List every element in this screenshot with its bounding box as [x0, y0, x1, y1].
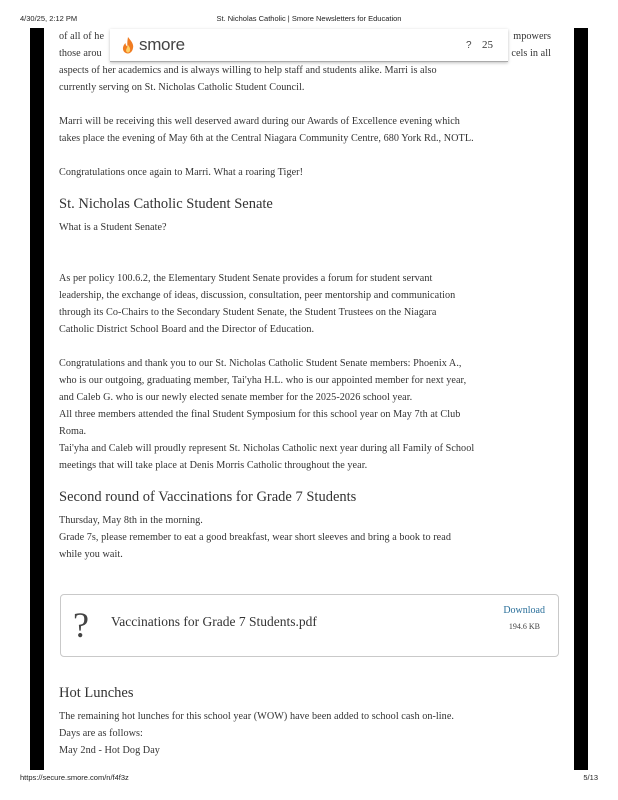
file-unknown-icon: ?: [73, 605, 89, 645]
para-award-line1: Marri will be receiving this well deserved award during our Awards of Excellence evening which: [59, 116, 460, 127]
senate-members-line3: and Caleb G. who is our newly elected senate member for the 2025-2026 school year.: [59, 392, 413, 403]
senate-members-line1: Congratulations and thank you to our St. Nicholas Catholic Student Senate members: Phoenix A.,: [59, 358, 462, 369]
lunch-line1: The remaining hot lunches for this school year (WOW) have been added to school cash on-line.: [59, 711, 454, 722]
lunch-line2: Days are as follows:: [59, 728, 143, 739]
para-marri-line4: currently serving on St. Nicholas Catholic Student Council.: [59, 82, 305, 93]
newsletter-content: [44, 28, 574, 770]
smore-logo[interactable]: [120, 35, 185, 55]
print-header: [20, 14, 598, 26]
reaction-count[interactable]: 25: [482, 39, 493, 51]
print-page-title: St. Nicholas Catholic | Smore Newsletters for Education: [216, 14, 402, 23]
print-footer: [20, 773, 598, 785]
attachment-card[interactable]: [60, 594, 559, 657]
print-url: https://secure.smore.com/n/f4f3z: [20, 773, 129, 782]
senate-policy-line4: Catholic District School Board and the Director of Education.: [59, 324, 315, 335]
vacc-line1: Thursday, May 8th in the morning.: [59, 515, 203, 526]
left-margin-bar: [30, 28, 44, 770]
heading-student-senate: St. Nicholas Catholic Student Senate: [59, 196, 273, 212]
senate-question: What is a Student Senate?: [59, 222, 167, 233]
heading-vaccinations: Second round of Vaccinations for Grade 7 Students: [59, 489, 357, 505]
para-marri-line2: those arou cels in all: [59, 48, 551, 59]
senate-members-line5: Roma.: [59, 426, 87, 437]
vacc-line2: Grade 7s, please remember to eat a good breakfast, wear short sleeves and bring a book to read: [59, 532, 451, 543]
print-date: 4/30/25, 2:12 PM: [20, 14, 78, 23]
vacc-line3: while you wait.: [59, 549, 123, 560]
senate-policy-line2: leadership, the exchange of ideas, discussion, consultation, peer mentorship and communication: [59, 290, 456, 301]
help-icon[interactable]: ?: [466, 40, 472, 51]
right-margin-bar: [574, 28, 588, 770]
para-marri-line3: aspects of her academics and is always willing to help staff and students alike. Marri is also: [59, 65, 437, 76]
smore-logo-text: smore: [139, 35, 185, 54]
heading-hot-lunches: Hot Lunches: [59, 685, 134, 701]
senate-policy-line1: As per policy 100.6.2, the Elementary Student Senate provides a forum for student servant: [59, 273, 433, 284]
smore-header-bar: [110, 29, 508, 62]
senate-members-line4: All three members attended the final Student Symposium for this school year on May 7th at Club: [59, 409, 461, 420]
attachment-size: 194.6 KB: [508, 622, 540, 631]
attachment-filename[interactable]: Vaccinations for Grade 7 Students.pdf: [111, 614, 317, 629]
para-award-line2: takes place the evening of May 6th at the Central Niagara Community Centre, 680 York Rd., NOTL.: [59, 133, 474, 144]
senate-members-line2: who is our outgoing, graduating member, Tai'yha H.L. who is our appointed member for next year,: [59, 375, 467, 386]
print-page-number: 5/13: [583, 773, 598, 782]
senate-policy-line3: through its Co-Chairs to the Secondary Student Senate, the Student Trustees on the Niagara: [59, 307, 437, 318]
flame-icon: [120, 36, 136, 55]
para-congrats-marri: Congratulations once again to Marri. What a roaring Tiger!: [59, 167, 304, 178]
lunch-line3: May 2nd - Hot Dog Day: [59, 745, 160, 756]
senate-members-line7: meetings that will take place at Denis Morris Catholic throughout the year.: [59, 460, 368, 471]
senate-members-line6: Tai'yha and Caleb will proudly represent St. Nicholas Catholic next year during all Family of School: [59, 443, 475, 454]
para-marri-line1: of all of he mpowers: [59, 31, 551, 42]
download-link[interactable]: Download: [503, 605, 545, 616]
